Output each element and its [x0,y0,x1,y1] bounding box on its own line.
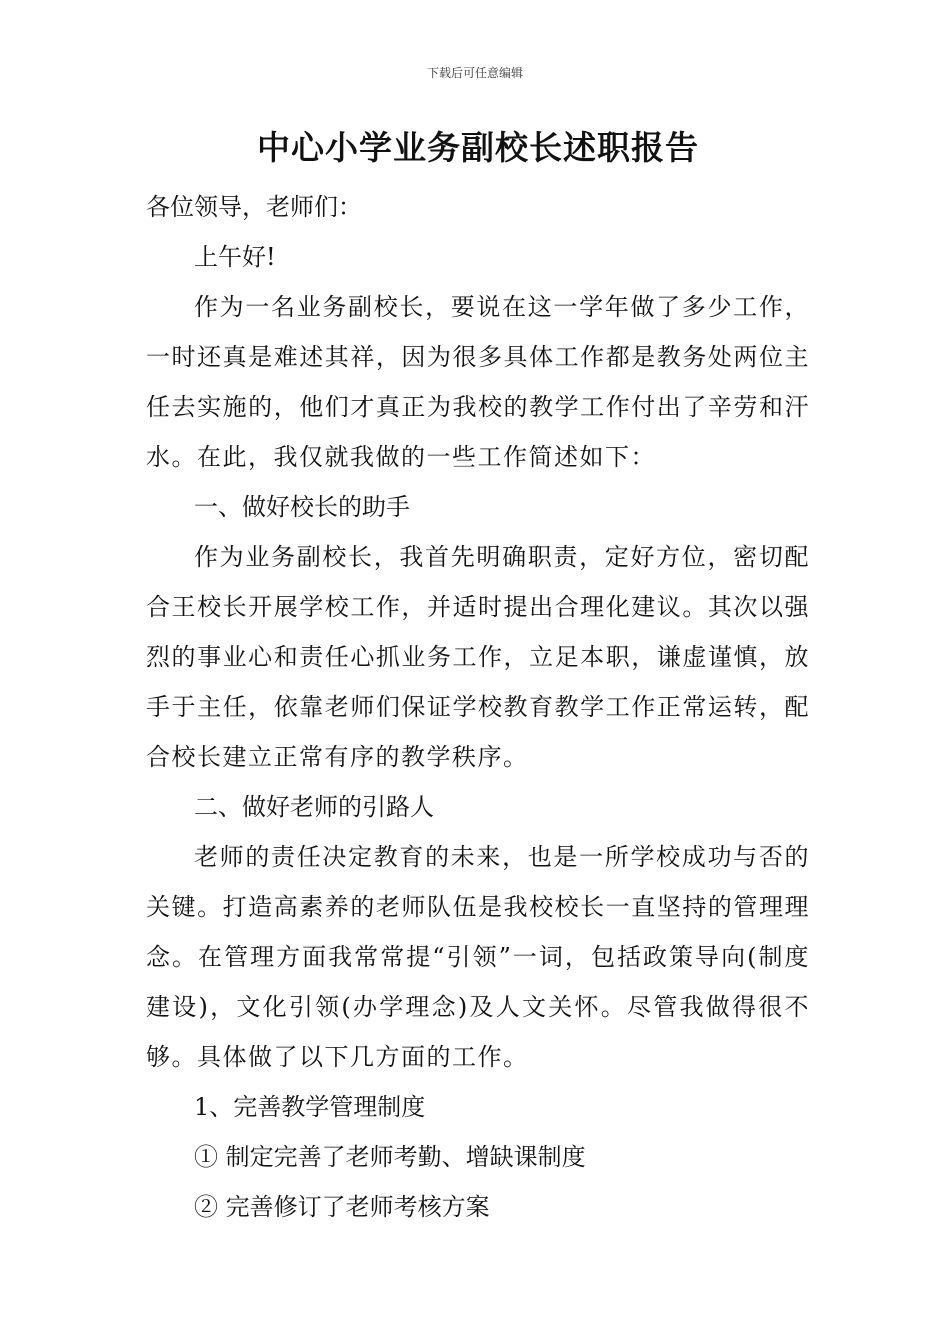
list-item-2: ② 完善修订了老师考核方案 [194,1193,490,1221]
document-title: 中心小学业务副校长述职报告 [257,128,699,167]
paragraph-section-2: 老师的责任决定教育的未来，也是一所学校成功与否的关键。打造高素养的老师队伍是我校校长一直坚持的管理理念。在管理方面我常常提“引领”一词，包括政策导向(制度建设)，文化引领(办学理念)及人文关怀。尽管我做得很不够。具体做了以下几方面的工作。 [146,843,810,1071]
subsection-heading-1: 1、完善教学管理制度 [194,1093,426,1121]
salutation: 各位领导，老师们： [146,193,362,221]
section-heading-1: 一、做好校长的助手 [194,493,410,521]
greeting: 上午好! [194,243,276,271]
document-body [146,120,810,1232]
list-item-1: ① 制定完善了老师考勤、增缺课制度 [194,1143,586,1171]
section-heading-2: 二、做好老师的引路人 [194,793,434,821]
header-note: 下载后可任意编辑 [426,66,523,80]
paragraph-section-1: 作为业务副校长，我首先明确职责，定好方位，密切配合王校长开展学校工作，并适时提出合理化建议。其次以强烈的事业心和责任心抓业务工作，立足本职，谦虚谨慎，放手于主任，依靠老师们保证学校教育教学工作正常运转，配合校长建立正常有序的教学秩序。 [146,543,810,771]
paragraph-intro: 作为一名业务副校长，要说在这一学年做了多少工作，一时还真是难述其祥，因为很多具体工作都是教务处两位主任去实施的，他们才真正为我校的教学工作付出了辛劳和汗水。在此，我仅就我做的一些工作简述如下： [146,293,810,471]
